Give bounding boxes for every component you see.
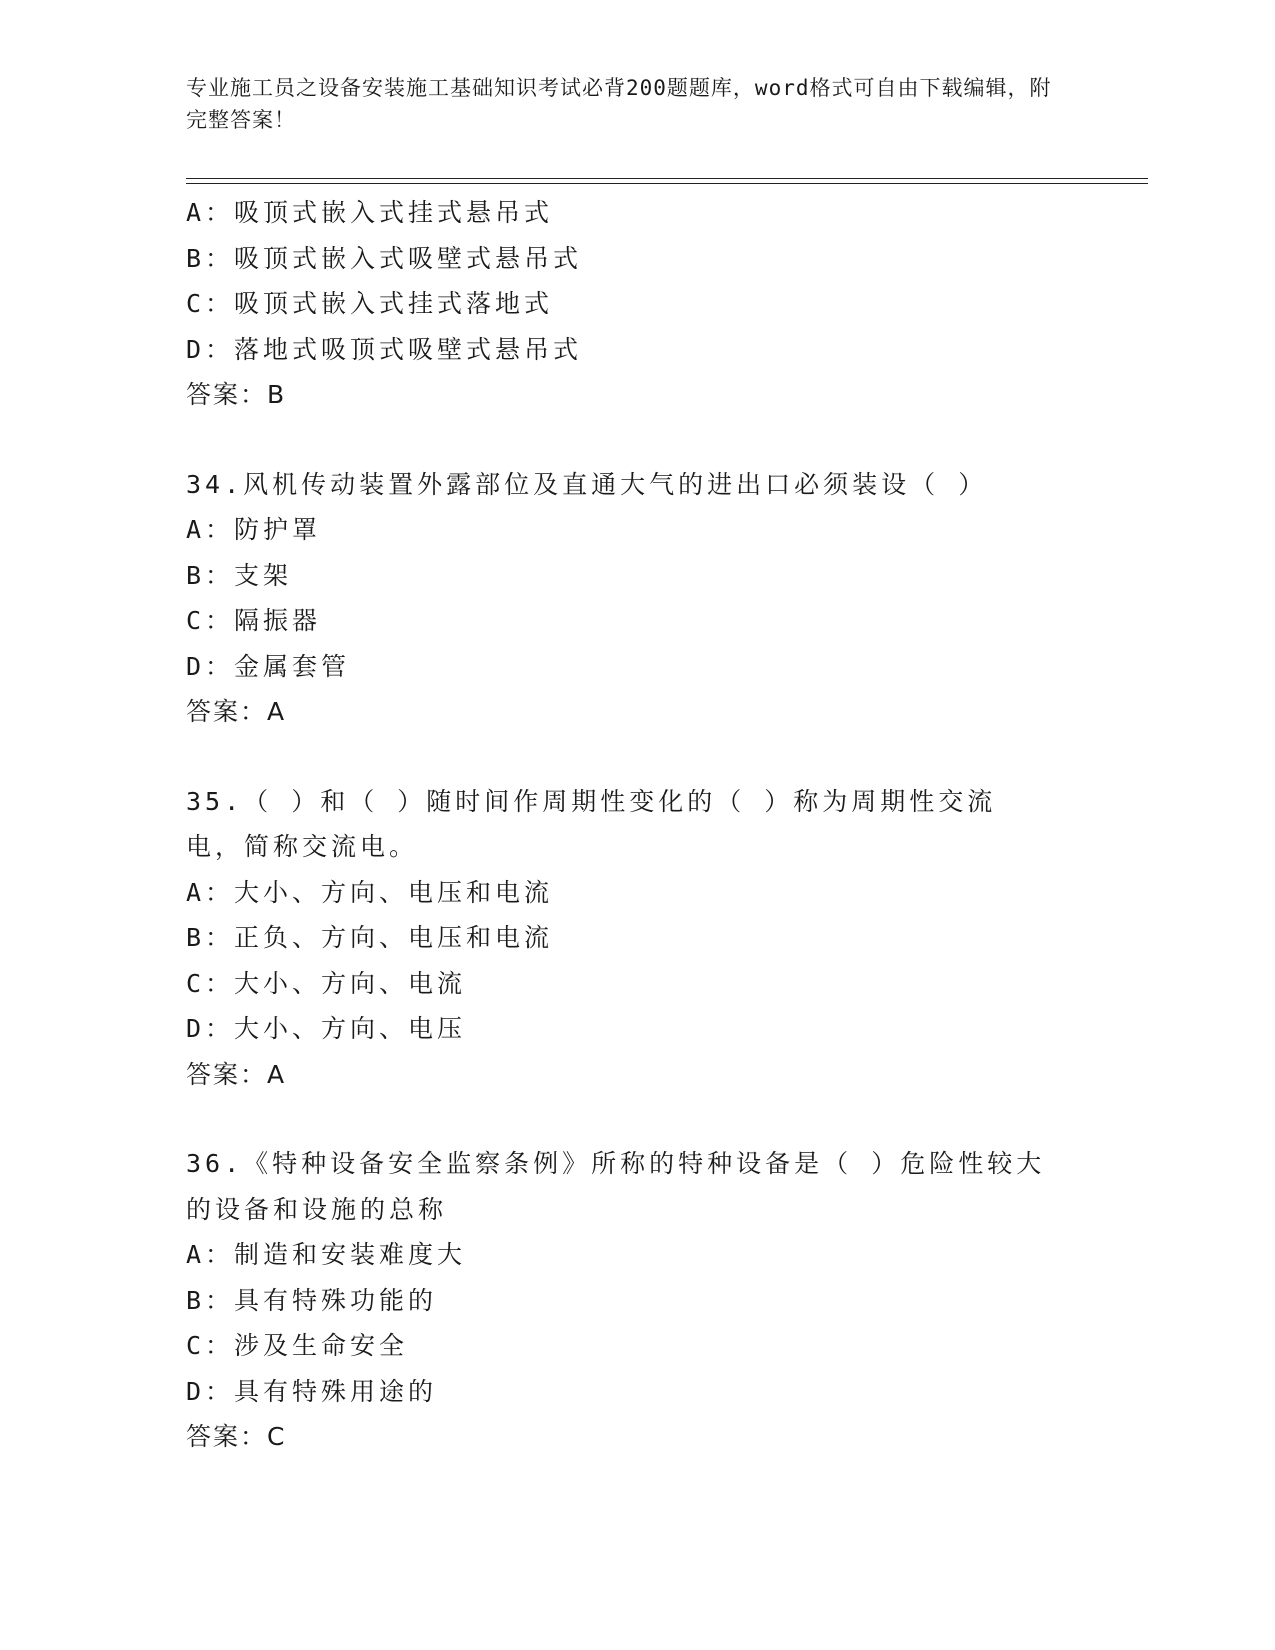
option-d: D：具有特殊用途的 bbox=[186, 1376, 438, 1406]
answer-line: 答案：A bbox=[186, 697, 287, 726]
option-c: C：大小、方向、电流 bbox=[186, 968, 467, 998]
option-a: A：制造和安装难度大 bbox=[186, 1240, 467, 1269]
header-rule-bottom bbox=[186, 183, 1148, 184]
option-b: B：支架 bbox=[186, 560, 293, 590]
question-stem: 34.风机传动装置外露部位及直通大气的进出口必须装设（ ） bbox=[186, 469, 988, 499]
question-list bbox=[186, 190, 1086, 1460]
option-c: C：涉及生命安全 bbox=[186, 1331, 409, 1360]
answer-line: 答案：A bbox=[186, 1059, 287, 1089]
option-b: B：吸顶式嵌入式吸壁式悬吊式 bbox=[186, 243, 583, 273]
option-c: C：隔振器 bbox=[186, 606, 322, 635]
answer-line: 答案：C bbox=[186, 1422, 287, 1451]
option-a: A：大小、方向、电压和电流 bbox=[186, 877, 554, 907]
option-d: D：金属套管 bbox=[186, 651, 351, 681]
question-33 bbox=[186, 190, 1086, 418]
document-header: 专业施工员之设备安装施工基础知识考试必背200题题库，word格式可自由下载编辑，附完整答案！ bbox=[186, 76, 1052, 132]
question-36 bbox=[186, 1141, 1086, 1460]
question-35 bbox=[186, 779, 1086, 1098]
option-b: B：正负、方向、电压和电流 bbox=[186, 923, 554, 952]
option-d: D：大小、方向、电压 bbox=[186, 1014, 467, 1043]
question-34 bbox=[186, 462, 1086, 735]
question-stem: 35.（ ）和（ ）随时间作周期性变化的（ ）称为周期性交流电，简称交流电。 bbox=[186, 786, 997, 861]
header-rule-top bbox=[186, 178, 1148, 179]
option-c: C：吸顶式嵌入式挂式落地式 bbox=[186, 289, 554, 318]
option-b: B：具有特殊功能的 bbox=[186, 1285, 438, 1315]
option-a: A：吸顶式嵌入式挂式悬吊式 bbox=[186, 198, 554, 227]
option-a: A：防护罩 bbox=[186, 515, 322, 544]
question-stem: 36.《特种设备安全监察条例》所称的特种设备是（ ）危险性较大的设备和设施的总称 bbox=[186, 1149, 1046, 1224]
answer-line: 答案：B bbox=[186, 380, 287, 409]
option-d: D：落地式吸顶式吸壁式悬吊式 bbox=[186, 334, 583, 364]
